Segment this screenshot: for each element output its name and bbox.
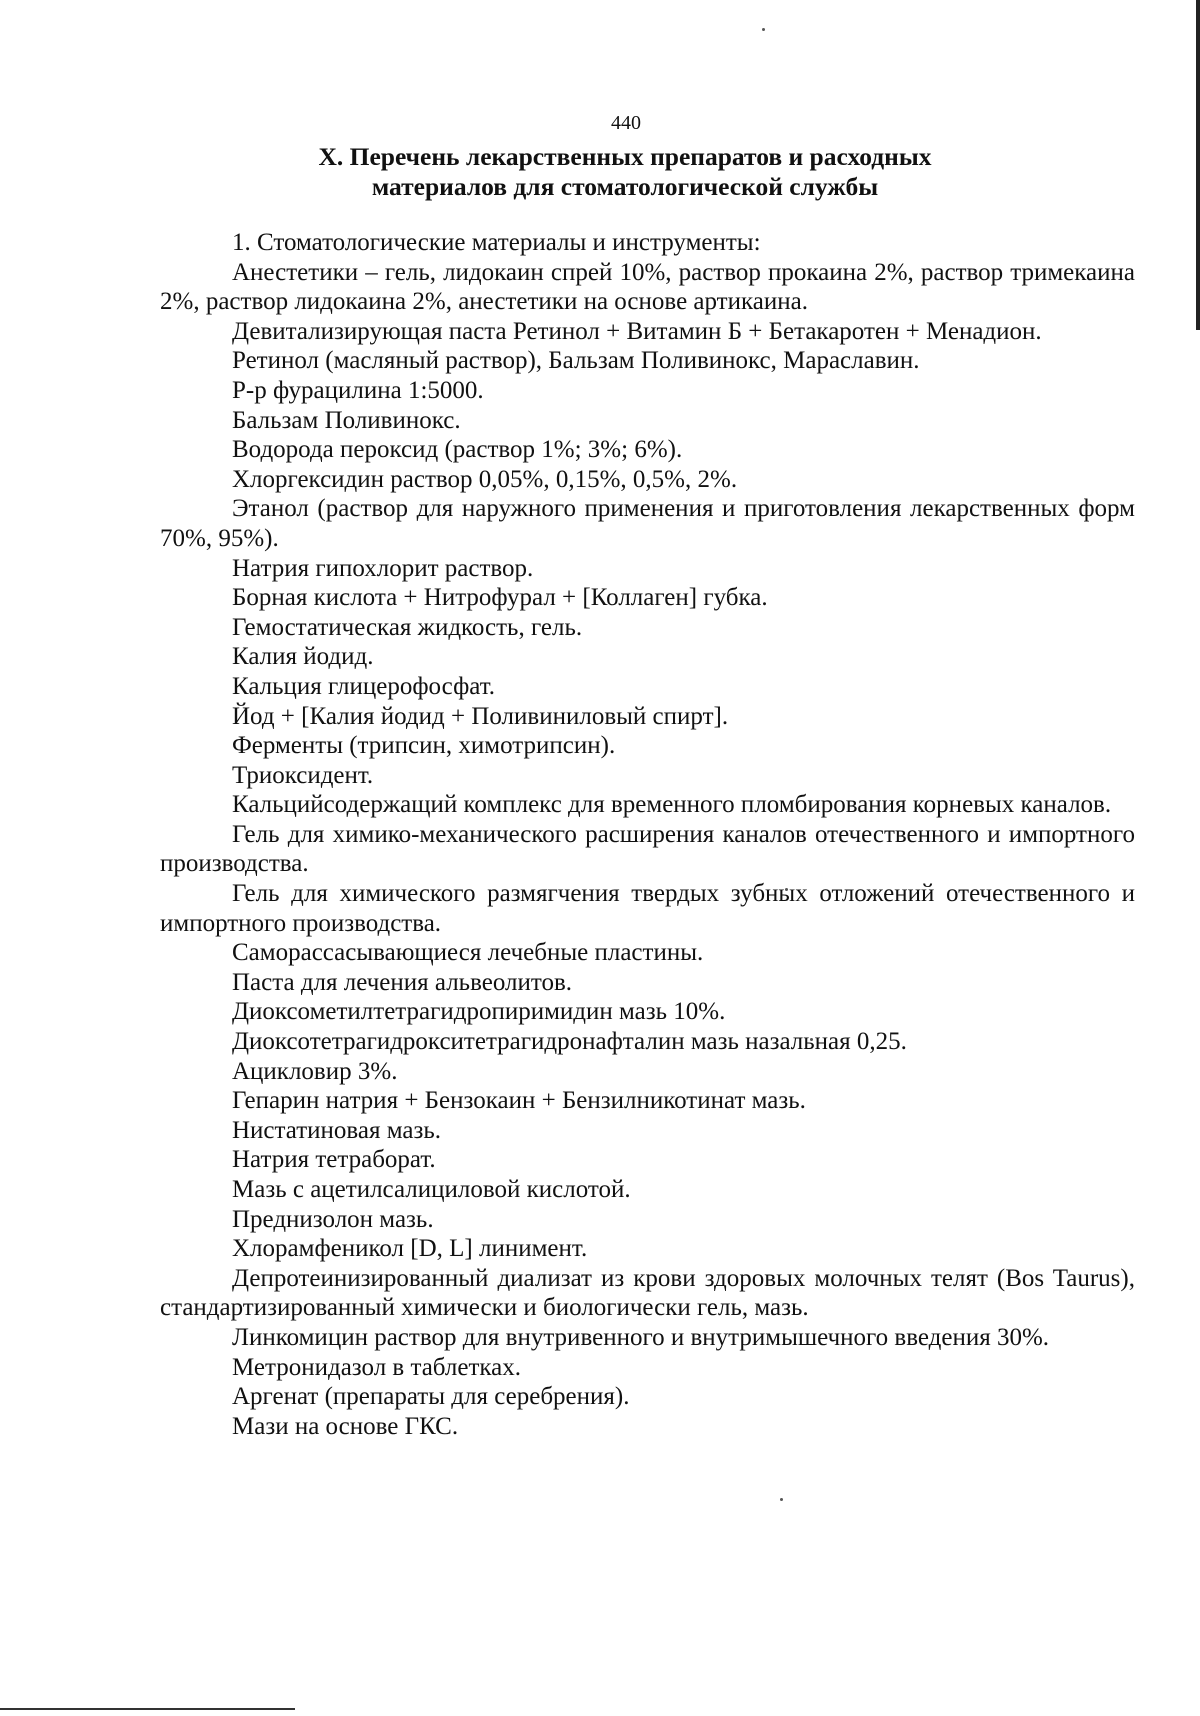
list-item: Диоксотетрагидрокситетрагидронафталин мазь назальная 0,25. (232, 1028, 907, 1056)
list-item: Гель для химического размягчения твердых зубных отложений отечественного и импортного производства. (160, 880, 1135, 937)
list-item: Линкомицин раствор для внутривенного и внутримышечного введения 30%. (232, 1323, 1050, 1351)
list-item: Аргенат (препараты для серебрения). (232, 1383, 630, 1411)
list-item: Депротеинизированный диализат из крови здоровых молочных телят (Bos Taurus), стандартизированный химически и биологически гель, мазь. (160, 1264, 1135, 1322)
list-item: Бальзам Поливинокс. (232, 406, 461, 434)
list-item: Хлорамфеникол [D, L] линимент. (232, 1235, 588, 1263)
scan-speck (762, 28, 765, 31)
list-item: Натрия гипохлорит раствор. (232, 554, 534, 582)
list-item: Натрия тетраборат. (232, 1146, 436, 1174)
list-item: Ретинол (масляный раствор), Бальзам Поливинокс, Мараславин. (232, 347, 920, 375)
list-item: Паста для лечения альвеолитов. (232, 968, 573, 996)
list-item: Нистатиновая мазь. (232, 1116, 441, 1144)
list-item: Кальцийсодержащий комплекс для временного пломбирования корневых каналов. (232, 791, 1112, 819)
list-item: Девитализирующая паста Ретинол + Витамин Б + Бетакаротен + Менадион. (232, 317, 1042, 345)
list-item: Метронидазол в таблетках. (232, 1353, 522, 1381)
list-item: 1. Стоматологические материалы и инструменты: (232, 229, 761, 256)
section-title-line-1: X. Перечень лекарственных препаратов и расходных (318, 142, 932, 171)
list-item: Анестетики – гель, лидокаин спрей 10%, раствор прокаина 2%, раствор тримекаина 2%, раствор лидокаина 2%, анестетики на основе артикаина. (160, 258, 1135, 316)
scan-bottom-line (0, 1708, 295, 1710)
list-item: Саморассасывающиеся лечебные пластины. (232, 939, 704, 967)
scan-speck (780, 1498, 783, 1501)
list-item: Гемостатическая жидкость, гель. (232, 613, 583, 641)
list-item: Кальция глицерофосфат. (232, 672, 496, 700)
list-item: Гепарин натрия + Бензокаин + Бензилникотинат мазь. (232, 1087, 806, 1115)
list-item: Преднизолон мазь. (232, 1205, 434, 1233)
list-item: Триоксидент. (232, 761, 374, 789)
list-item: Ферменты (трипсин, химотрипсин). (232, 732, 616, 760)
list-item: Йод + [Калия йодид + Поливиниловый спирт]. (232, 702, 729, 730)
list-item: Водорода пероксид (раствор 1%; 3%; 6%). (232, 436, 683, 464)
list-item: Калия йодид. (232, 643, 374, 671)
document-body (160, 228, 1135, 1441)
list-item: Этанол (раствор для наружного применения и приготовления лекарственных форм 70%, 95%). (160, 495, 1135, 552)
section-title (0, 142, 1200, 202)
page-number: 440 (611, 112, 641, 134)
list-item: Ацикловир 3%. (232, 1057, 398, 1085)
list-item: Р-р фурацилина 1:5000. (232, 376, 484, 404)
list-item: Хлоргексидин раствор 0,05%, 0,15%, 0,5%, 2%. (232, 465, 738, 493)
list-item: Гель для химико-механического расширения каналов отечественного и импортного производства. (160, 820, 1135, 878)
section-title-line-2: материалов для стоматологической службы (371, 172, 879, 201)
list-item: Диоксометилтетрагидропиримидин мазь 10%. (232, 998, 726, 1026)
list-item: Борная кислота + Нитрофурал + [Коллаген] губка. (232, 584, 768, 612)
list-item: Мази на основе ГКС. (232, 1412, 459, 1440)
list-item: Мазь с ацетилсалициловой кислотой. (232, 1176, 631, 1203)
